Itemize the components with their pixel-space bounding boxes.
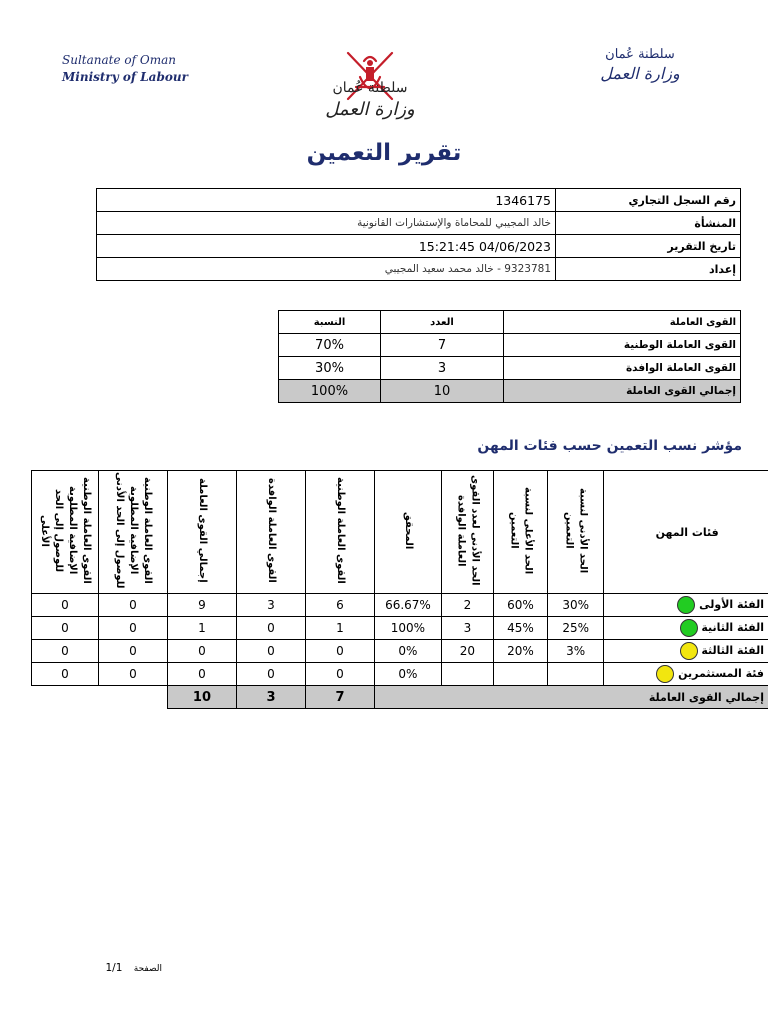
info-row <box>97 189 741 212</box>
country-name-en: Sultanate of Oman <box>62 53 176 67</box>
workforce-table <box>278 310 741 403</box>
occupation-name: الفئة الأولى <box>699 598 764 611</box>
info-row <box>97 258 741 281</box>
emblem-ministry-ar: وزارة العمل <box>325 99 415 120</box>
occupation-name-cell <box>604 594 768 617</box>
occupation-header <box>236 471 305 594</box>
total-workforce: 10 <box>167 686 236 709</box>
info-row <box>97 212 741 235</box>
min-expat: 20 <box>441 640 493 663</box>
additional-min: 0 <box>98 617 167 640</box>
workforce-label: القوى العاملة الوافدة <box>504 357 741 380</box>
empty-cell <box>32 686 168 709</box>
occupation-name: فئة المستثمرين <box>678 667 764 680</box>
page-value: 1/1 <box>105 962 123 974</box>
total-label: إجمالي القوى العاملة <box>375 686 768 709</box>
min-pct <box>548 663 604 686</box>
status-indicator-yellow-icon <box>656 665 674 683</box>
workforce-header: النسبة <box>279 311 381 334</box>
occupation-row <box>32 617 768 640</box>
additional-max: 0 <box>32 663 99 686</box>
workforce-row <box>279 357 741 380</box>
additional-max: 0 <box>32 640 99 663</box>
min-pct: 25% <box>548 617 604 640</box>
additional-min: 0 <box>98 594 167 617</box>
header-text: المحقق <box>402 511 414 550</box>
total-national: 7 <box>305 686 374 709</box>
occupation-header <box>167 471 236 594</box>
expat-count: 0 <box>236 663 305 686</box>
workforce-row <box>279 334 741 357</box>
national-count: 1 <box>305 617 374 640</box>
occupation-header <box>32 471 99 594</box>
report-info-table <box>96 188 741 281</box>
info-label: المنشأة <box>556 212 741 235</box>
header-text: الحد الأدنى لنسبة التعمين <box>563 487 589 574</box>
expat-count: 0 <box>236 617 305 640</box>
header-text: القوى العاملة الوطنية الإضافية المطلوبة للوصول إلى الحد الأعلى <box>38 477 92 584</box>
ministry-name-arabic <box>580 46 700 84</box>
total-count: 0 <box>167 640 236 663</box>
min-expat: 3 <box>441 617 493 640</box>
occupation-name: الفئة الثانية <box>701 621 764 634</box>
workforce-header: القوى العاملة <box>504 311 741 334</box>
occupation-name: الفئة الثالثة <box>701 644 764 657</box>
header-text: القوى العاملة الوطنية <box>334 477 346 584</box>
emblem-caption <box>322 78 418 122</box>
info-label: رقم السجل التجاري <box>556 189 741 212</box>
expat-count: 0 <box>236 640 305 663</box>
status-indicator-green-icon <box>677 596 695 614</box>
header-text: القوى العاملة الوافدة <box>265 478 277 583</box>
occupation-categories-table <box>31 470 768 709</box>
status-indicator-yellow-icon <box>680 642 698 660</box>
additional-max: 0 <box>32 617 99 640</box>
country-name-ar: سلطنة عُمان <box>605 47 675 62</box>
ministry-name-en: Ministry of Labour <box>62 70 188 84</box>
workforce-count: 7 <box>381 334 504 357</box>
expat-count: 3 <box>236 594 305 617</box>
occupation-header <box>493 471 547 594</box>
occupation-header <box>98 471 167 594</box>
workforce-header: العدد <box>381 311 504 334</box>
header-text: الحد الأعلى لنسبة التعمين <box>508 486 534 575</box>
ministry-name-english <box>62 52 222 86</box>
occupation-header <box>375 471 442 594</box>
occupation-header-row <box>32 471 768 594</box>
header-text: الحد الأدنى لعدد القوى العاملة الوافدة <box>455 475 481 586</box>
max-pct <box>493 663 547 686</box>
workforce-label: إجمالي القوى العاملة <box>504 380 741 403</box>
achieved: 100% <box>375 617 442 640</box>
status-indicator-green-icon <box>680 619 698 637</box>
ministry-name-ar: وزارة العمل <box>600 64 680 83</box>
emblem-country-ar: سلطنة عُمان <box>332 80 408 96</box>
info-row <box>97 235 741 258</box>
min-pct: 30% <box>548 594 604 617</box>
occupation-header: فئات المهن <box>604 471 768 594</box>
max-pct: 60% <box>493 594 547 617</box>
info-label: تاريخ التقرير <box>556 235 741 258</box>
achieved: 0% <box>375 663 442 686</box>
achieved: 0% <box>375 640 442 663</box>
occupation-row <box>32 594 768 617</box>
total-expat: 3 <box>236 686 305 709</box>
additional-min: 0 <box>98 663 167 686</box>
header-text: إجمالي القوى العاملة <box>196 478 208 583</box>
occupation-name-cell <box>604 617 768 640</box>
min-expat <box>441 663 493 686</box>
workforce-count: 3 <box>381 357 504 380</box>
additional-max: 0 <box>32 594 99 617</box>
page-number <box>98 962 162 974</box>
occupation-name-cell <box>604 663 768 686</box>
max-pct: 45% <box>493 617 547 640</box>
workforce-count: 10 <box>381 380 504 403</box>
national-count: 0 <box>305 640 374 663</box>
occupation-row <box>32 663 768 686</box>
info-value: 1346175 <box>97 189 556 212</box>
workforce-pct: 70% <box>279 334 381 357</box>
workforce-pct: 30% <box>279 357 381 380</box>
workforce-total-row <box>279 380 741 403</box>
section-title: مؤشر نسب التعمين حسب فئات المهن <box>477 438 742 454</box>
total-count: 1 <box>167 617 236 640</box>
occupation-header <box>441 471 493 594</box>
total-count: 0 <box>167 663 236 686</box>
additional-min: 0 <box>98 640 167 663</box>
header-text: القوى العاملة الوطنية الإضافية المطلوبة للوصول إلى الحد الأدنى <box>113 472 153 589</box>
workforce-label: القوى العاملة الوطنية <box>504 334 741 357</box>
min-pct: 3% <box>548 640 604 663</box>
occupation-row <box>32 640 768 663</box>
occupation-header <box>305 471 374 594</box>
info-value: خالد المجيبي للمحاماة والإستشارات القانونية <box>97 212 556 235</box>
achieved: 66.67% <box>375 594 442 617</box>
workforce-pct: 100% <box>279 380 381 403</box>
report-title: تقرير التعمين <box>306 140 462 166</box>
total-count: 9 <box>167 594 236 617</box>
info-value: 9323781 - خالد محمد سعيد المجيبي <box>97 258 556 281</box>
occupation-name-cell <box>604 640 768 663</box>
occupation-total-row <box>32 686 768 709</box>
workforce-header-row <box>279 311 741 334</box>
min-expat: 2 <box>441 594 493 617</box>
info-label: إعداد <box>556 258 741 281</box>
max-pct: 20% <box>493 640 547 663</box>
national-count: 0 <box>305 663 374 686</box>
national-count: 6 <box>305 594 374 617</box>
info-value: 04/06/2023 15:21:45 <box>97 235 556 258</box>
occupation-header <box>548 471 604 594</box>
page-label: الصفحة <box>133 964 162 974</box>
